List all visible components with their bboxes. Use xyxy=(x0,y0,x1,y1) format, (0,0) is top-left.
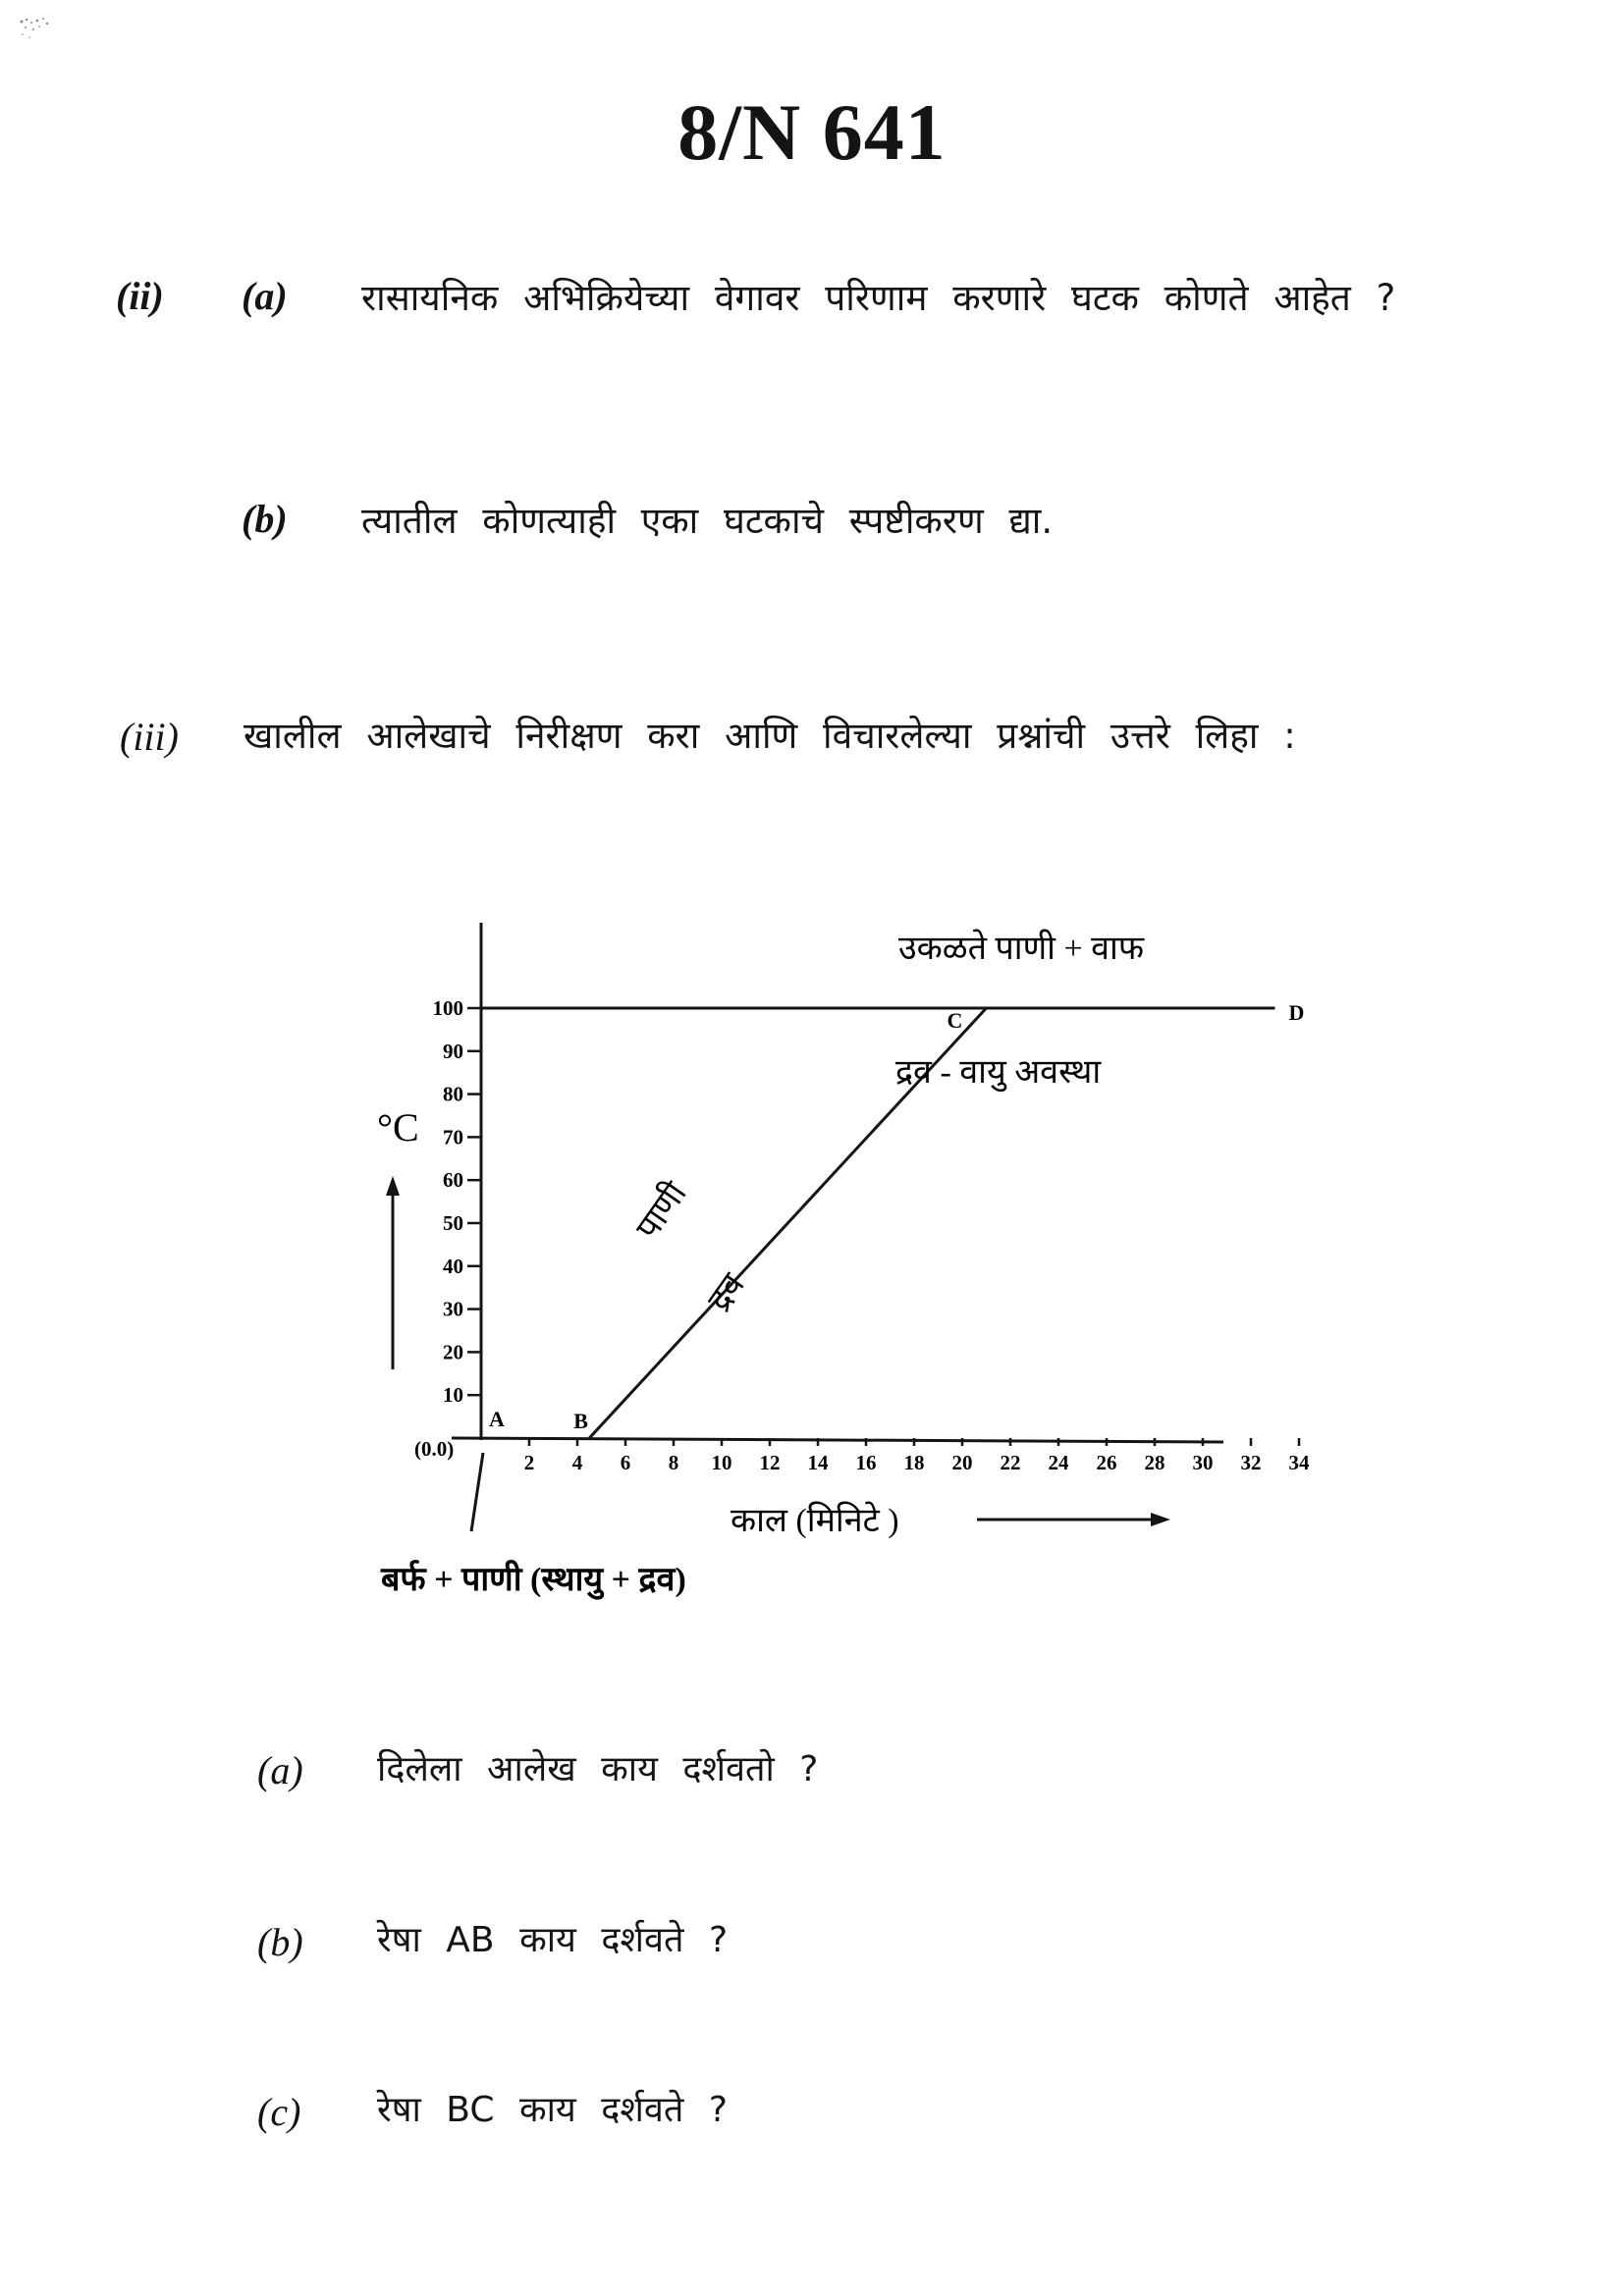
x-tick-label: 32 xyxy=(1240,1451,1262,1474)
y-tick-label: 90 xyxy=(443,1039,463,1063)
subquestion-label-iii-b: (b) xyxy=(257,1920,303,1964)
annotation-ice-water: बर्फ + पाणी (स्थायु + द्रव) xyxy=(381,1562,686,1598)
subquestion-label-a: (a) xyxy=(242,274,288,318)
subquestion-label-iii-a: (a) xyxy=(257,1748,303,1792)
paper-code: 8/N 641 xyxy=(677,87,947,177)
y-tick-label: 50 xyxy=(443,1211,463,1235)
y-tick-label: 40 xyxy=(443,1254,463,1278)
x-tick-label: 14 xyxy=(807,1451,829,1474)
x-tick-label: 16 xyxy=(855,1451,877,1474)
x-tick-label: 28 xyxy=(1144,1451,1165,1474)
x-tick-label: 20 xyxy=(951,1451,973,1474)
question-text-iii-c: रेषा BC काय दर्शवते ? xyxy=(377,2090,728,2130)
scan-speck xyxy=(18,16,61,45)
question-number-iii: (iii) xyxy=(120,715,179,759)
point-label-b: B xyxy=(573,1409,588,1433)
question-text-ii-b: त्यातील कोणत्याही एका घटकाचे स्पष्टीकरण द्या. xyxy=(361,500,1054,542)
annotation-liquid-gas: द्रव - वायु अवस्था xyxy=(895,1054,1102,1091)
subquestion-label-iii-c: (c) xyxy=(257,2090,301,2134)
x-tick-label: 4 xyxy=(571,1451,583,1474)
question-text-iii-b: रेषा AB काय दर्शवते ? xyxy=(377,1920,729,1960)
y-arrow-head xyxy=(386,1176,400,1196)
x-tick-label: 18 xyxy=(903,1451,925,1474)
x-tick-label: 6 xyxy=(620,1451,631,1474)
x-tick-label: 10 xyxy=(711,1451,732,1474)
y-tick-label: 80 xyxy=(443,1082,463,1106)
x-tick-label: 26 xyxy=(1096,1451,1117,1474)
x-axis-label: काल (मिनिटे ) xyxy=(731,1503,899,1539)
y-tick-label: 20 xyxy=(443,1340,463,1364)
x-tick-label: 8 xyxy=(668,1451,679,1474)
line-label-water: पाणी xyxy=(629,1175,694,1247)
point-label-a: A xyxy=(489,1407,505,1431)
y-tick-label: 60 xyxy=(443,1168,463,1193)
y-tick-label: 70 xyxy=(443,1125,463,1149)
y-tick-label: 10 xyxy=(443,1383,463,1408)
origin-slash xyxy=(471,1453,483,1531)
y-tick-label: 100 xyxy=(432,996,463,1020)
temperature-time-graph xyxy=(373,903,1310,1610)
question-text-ii-a: रासायनिक अभिक्रियेच्या वेगावर परिणाम करणारे घटक कोणते आहेत ? xyxy=(361,277,1396,319)
x-tick-label: 30 xyxy=(1192,1451,1214,1474)
subquestion-label-b: (b) xyxy=(242,497,288,541)
line-label-liquid: द्रव xyxy=(701,1267,752,1318)
question-text-iii: खालील आलेखाचे निरीक्षण करा आणि विचारलेल्या प्रश्नांची उत्तरे लिहा : xyxy=(244,715,1296,757)
question-number-ii: (ii) xyxy=(116,274,164,318)
annotation-boiling: उकळते पाणी + वाफ xyxy=(898,931,1145,967)
x-tick-label: 12 xyxy=(759,1451,781,1474)
point-label-c: C xyxy=(947,1008,963,1033)
y-tick-label: 30 xyxy=(443,1297,463,1321)
origin-label: (0.0) xyxy=(414,1437,455,1461)
x-tick-label: 34 xyxy=(1288,1451,1310,1474)
x-arrow-head xyxy=(1151,1513,1170,1526)
x-tick-label: 24 xyxy=(1048,1451,1069,1474)
point-label-d: D xyxy=(1288,1000,1305,1025)
x-tick-label: 22 xyxy=(1000,1451,1021,1474)
x-tick-label: 2 xyxy=(523,1451,535,1474)
y-axis-label: °C xyxy=(377,1105,419,1149)
question-text-iii-a: दिलेला आलेख काय दर्शवतो ? xyxy=(377,1749,819,1789)
